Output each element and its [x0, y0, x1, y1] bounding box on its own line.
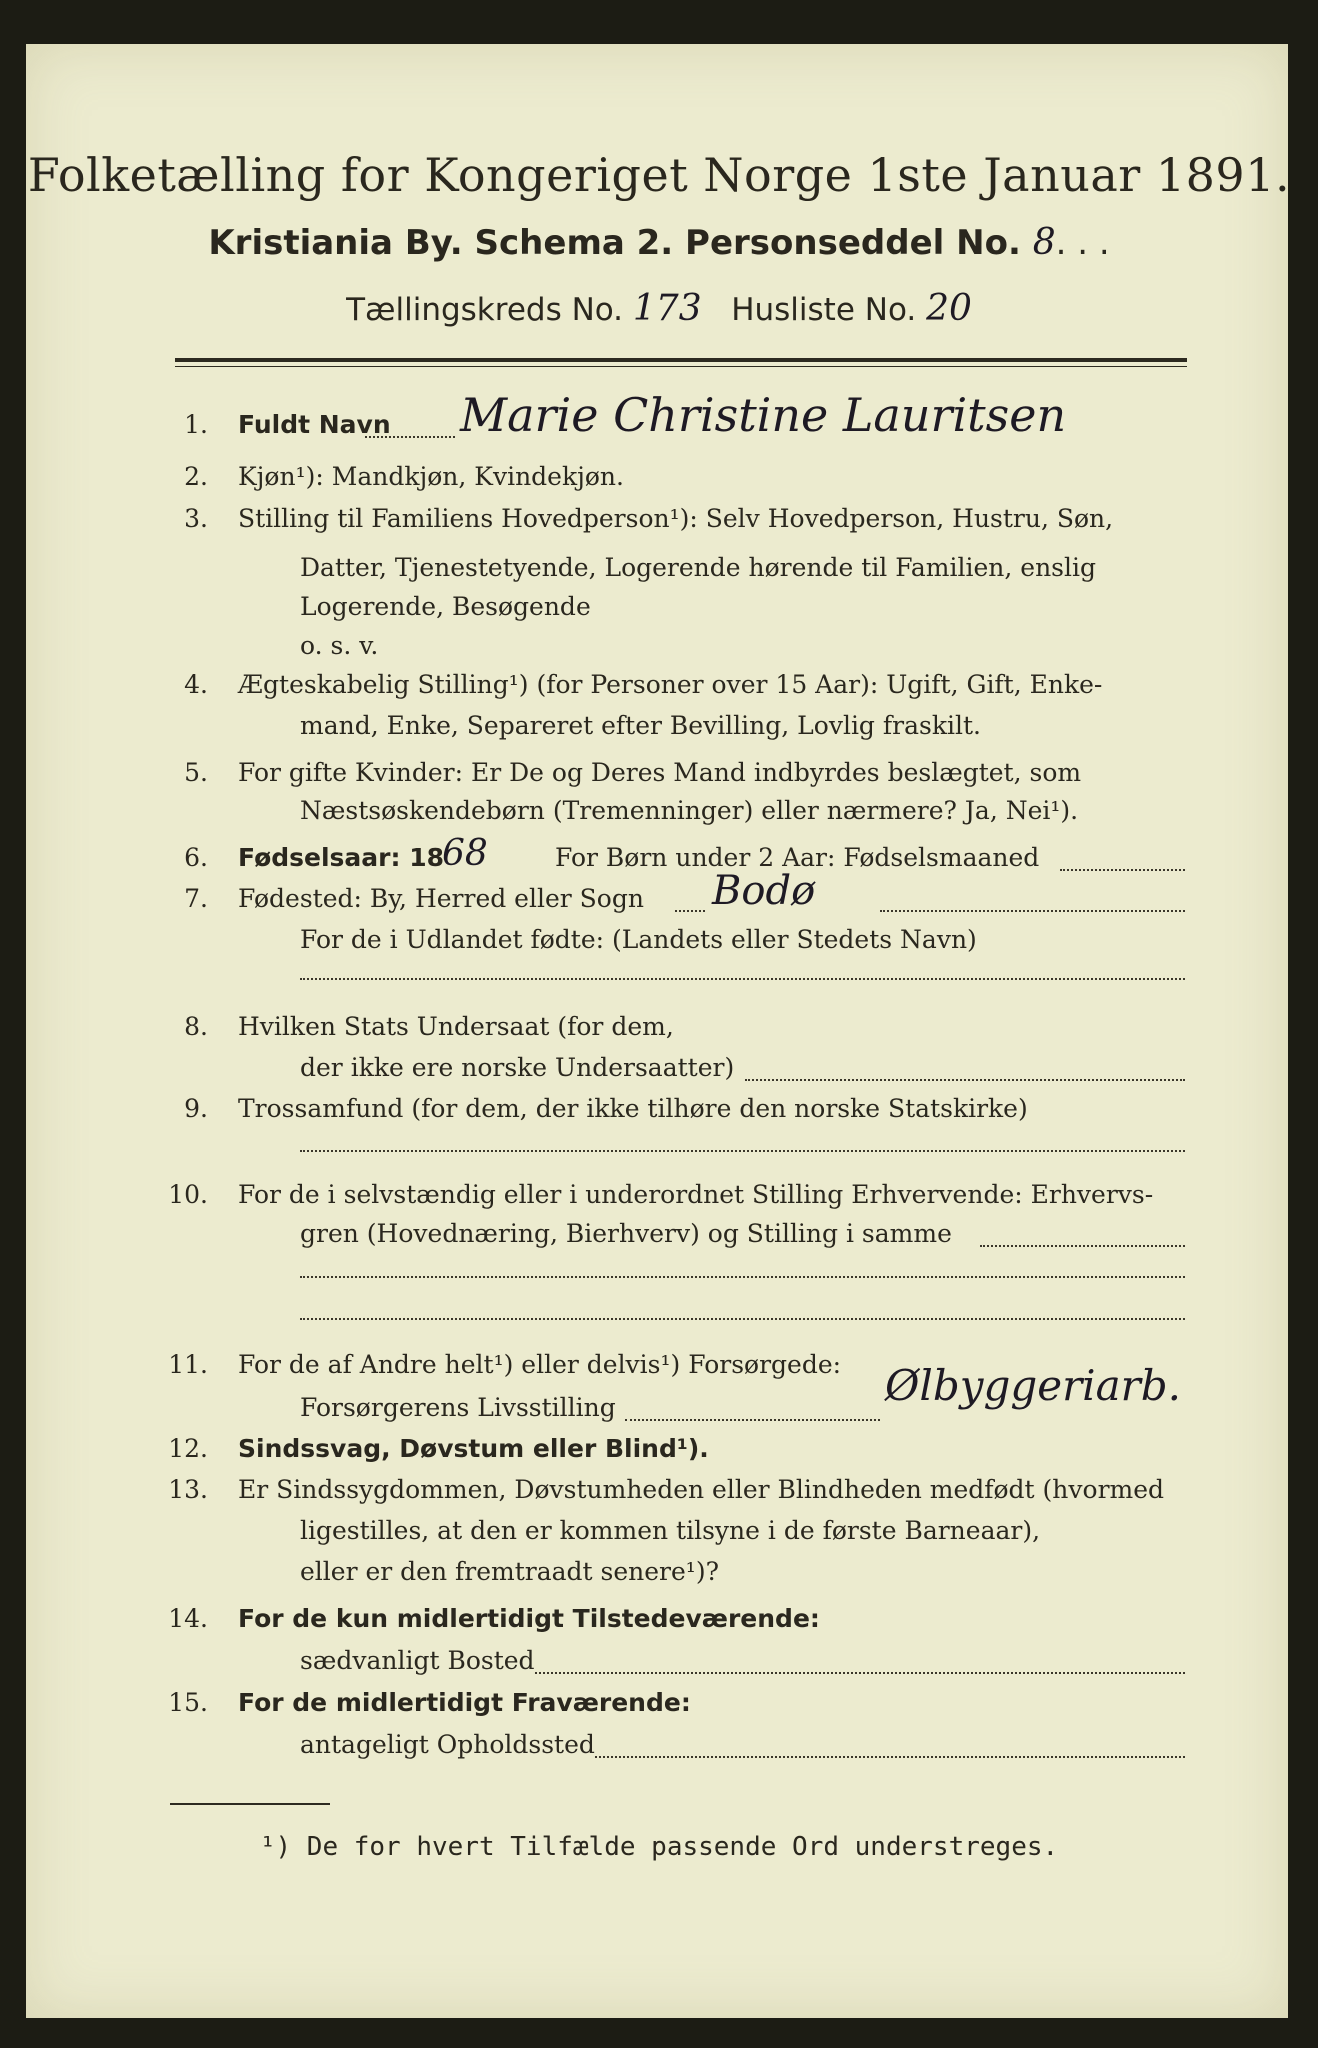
header-rule	[175, 358, 1187, 362]
kreds-number: 173	[632, 288, 702, 329]
form-title: Folketælling for Kongeriget Norge 1ste Januar 1891.	[27, 148, 1291, 202]
schema-prefix: Kristiania By. Schema 2. Personseddel No.	[208, 223, 1021, 263]
personseddel-number: 8	[1032, 222, 1056, 263]
schema-line: Kristiania By. Schema 2. Personseddel No. 8. . .	[208, 222, 1110, 263]
item-2-text: Kjøn¹): Mandkjøn, Kvindekjøn.	[238, 462, 624, 491]
full-name-answer: Marie Christine Lauritsen	[460, 388, 1067, 442]
husliste-number: 20	[926, 288, 972, 329]
provider-occupation-answer: Ølbyggeriarb.	[885, 1361, 1181, 1410]
husliste-label: Husliste No.	[731, 292, 917, 328]
footnote-rule	[170, 1803, 330, 1805]
kreds-label: Tællingskreds No.	[346, 292, 624, 328]
header-rule-thin	[175, 366, 1187, 367]
kreds-line	[0, 288, 1318, 329]
footnote: ¹) De for hvert Tilfælde passende Ord understreges.	[259, 1832, 1059, 1862]
birth-year-answer: 68	[442, 833, 488, 874]
item-1-label: Fuldt Navn	[238, 410, 391, 439]
birthplace-answer: Bodø	[712, 868, 816, 914]
